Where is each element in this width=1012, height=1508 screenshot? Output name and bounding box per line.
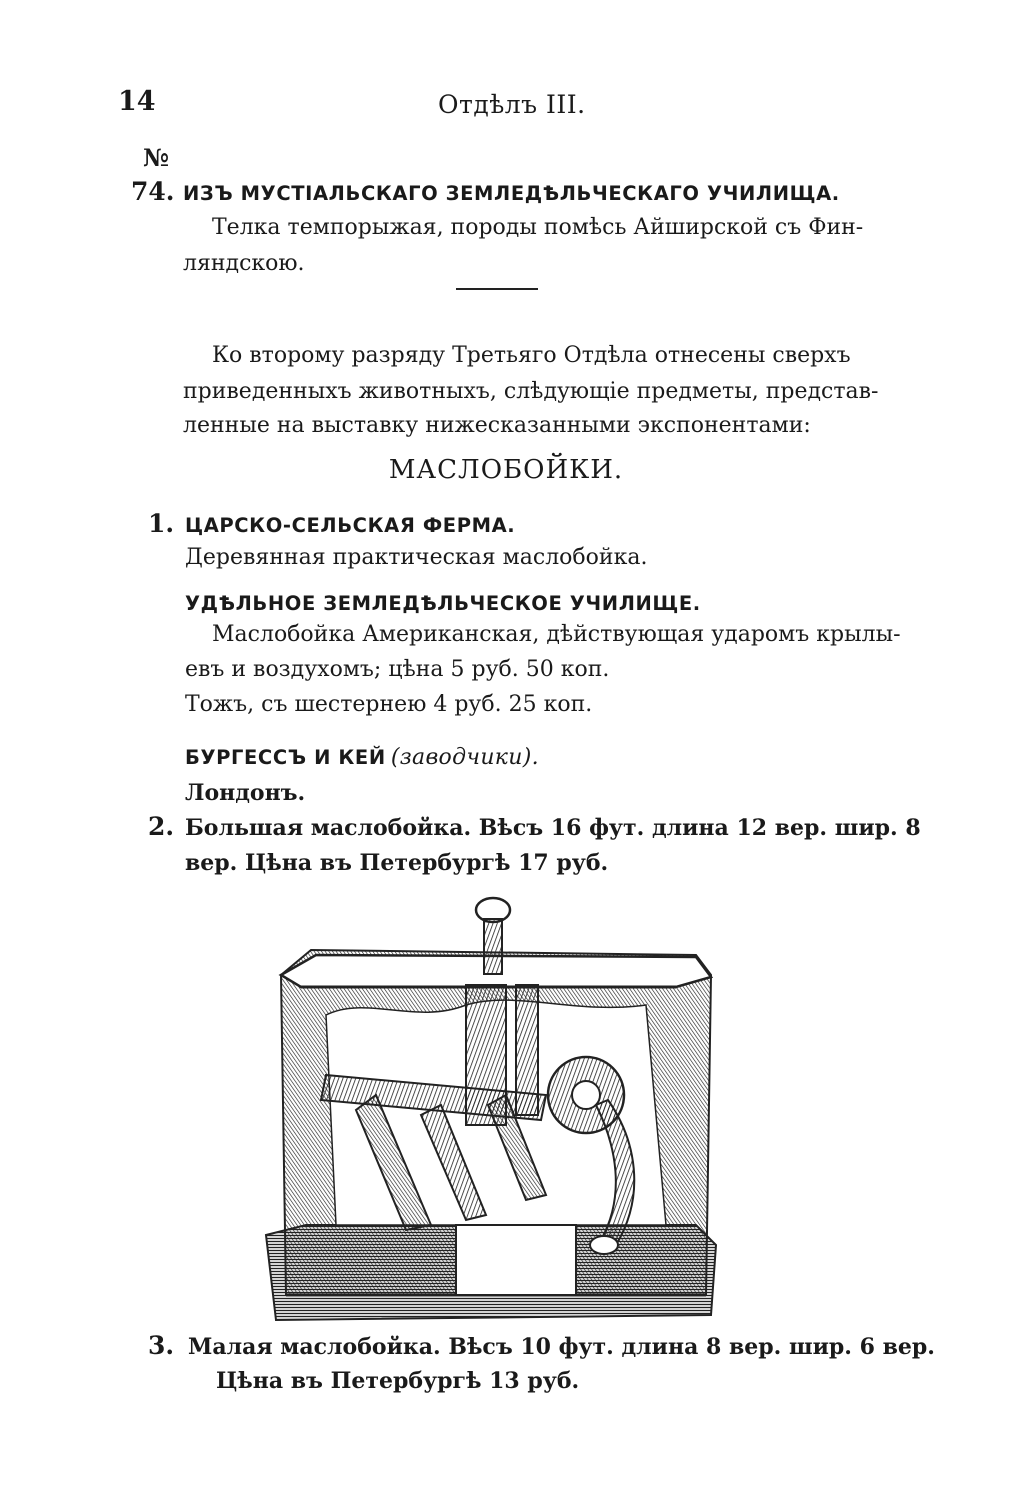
section-title: МАСЛОБОЙКИ.: [388, 455, 624, 485]
item-3-number: 3.: [148, 1331, 175, 1360]
butter-churn-engraving: [256, 895, 726, 1330]
item-2-line-1: Большая маслобойка. Вѣсъ 16 фут. длина 12 вер. шир. 8: [185, 815, 921, 841]
udelnoe-heading: УДѢЛЬНОЕ ЗЕМЛЕДѢЛЬЧЕСКОЕ УЧИЛИЩЕ.: [185, 592, 701, 615]
intro-line-3: ленные на выставку нижесказанными экспонентами:: [183, 413, 811, 438]
item-1-heading: ЦАРСКО-СЕЛЬСКАЯ ФЕРМА.: [185, 514, 516, 537]
item-1-number: 1.: [148, 509, 175, 538]
intro-line-2: приведенныхъ животныхъ, слѣдующіе предметы, представ-: [183, 379, 879, 404]
item-2-line-2: вер. Цѣна въ Петербургѣ 17 руб.: [185, 850, 609, 876]
item-3-line-2: Цѣна въ Петербургѣ 13 руб.: [216, 1368, 580, 1394]
page-number: 14: [118, 86, 156, 117]
entry-74-heading: ИЗЪ МУСТІАЛЬСКАГО ЗЕМЛЕДѢЛЬЧЕСКАГО УЧИЛИЩА.: [183, 182, 840, 205]
burgess-block: [185, 745, 539, 770]
burgess-subtitle: (заводчики).: [390, 745, 539, 770]
burgess-city: Лондонъ.: [185, 780, 306, 806]
number-sign: №: [143, 143, 170, 172]
entry-74-line-2: ляндскою.: [183, 251, 305, 276]
burgess-heading: БУРГЕССЪ И КЕЙ: [185, 746, 386, 769]
intro-line-1: Ко второму разряду Третьяго Отдѣла отнесены сверхъ: [212, 343, 851, 368]
udelnoe-line-1: Маслобойка Американская, дѣйствующая ударомъ крылы-: [212, 622, 901, 647]
separator-rule: [456, 288, 538, 290]
udelnoe-line-3: Тожъ, съ шестернею 4 руб. 25 коп.: [185, 692, 593, 717]
item-2-number: 2.: [148, 812, 175, 841]
item-1-text: Деревянная практическая маслобойка.: [185, 545, 648, 570]
entry-74-line-1: Телка темпорыжая, породы помѣсь Айширской съ Фин-: [212, 215, 864, 240]
udelnoe-line-2: евъ и воздухомъ; цѣна 5 руб. 50 коп.: [185, 657, 610, 682]
running-head: Отдѣлъ III.: [438, 90, 586, 119]
entry-74-number: 74.: [131, 177, 175, 206]
item-3-line-1: Малая маслобойка. Вѣсъ 10 фут. длина 8 вер. шир. 6 вер.: [188, 1334, 935, 1360]
